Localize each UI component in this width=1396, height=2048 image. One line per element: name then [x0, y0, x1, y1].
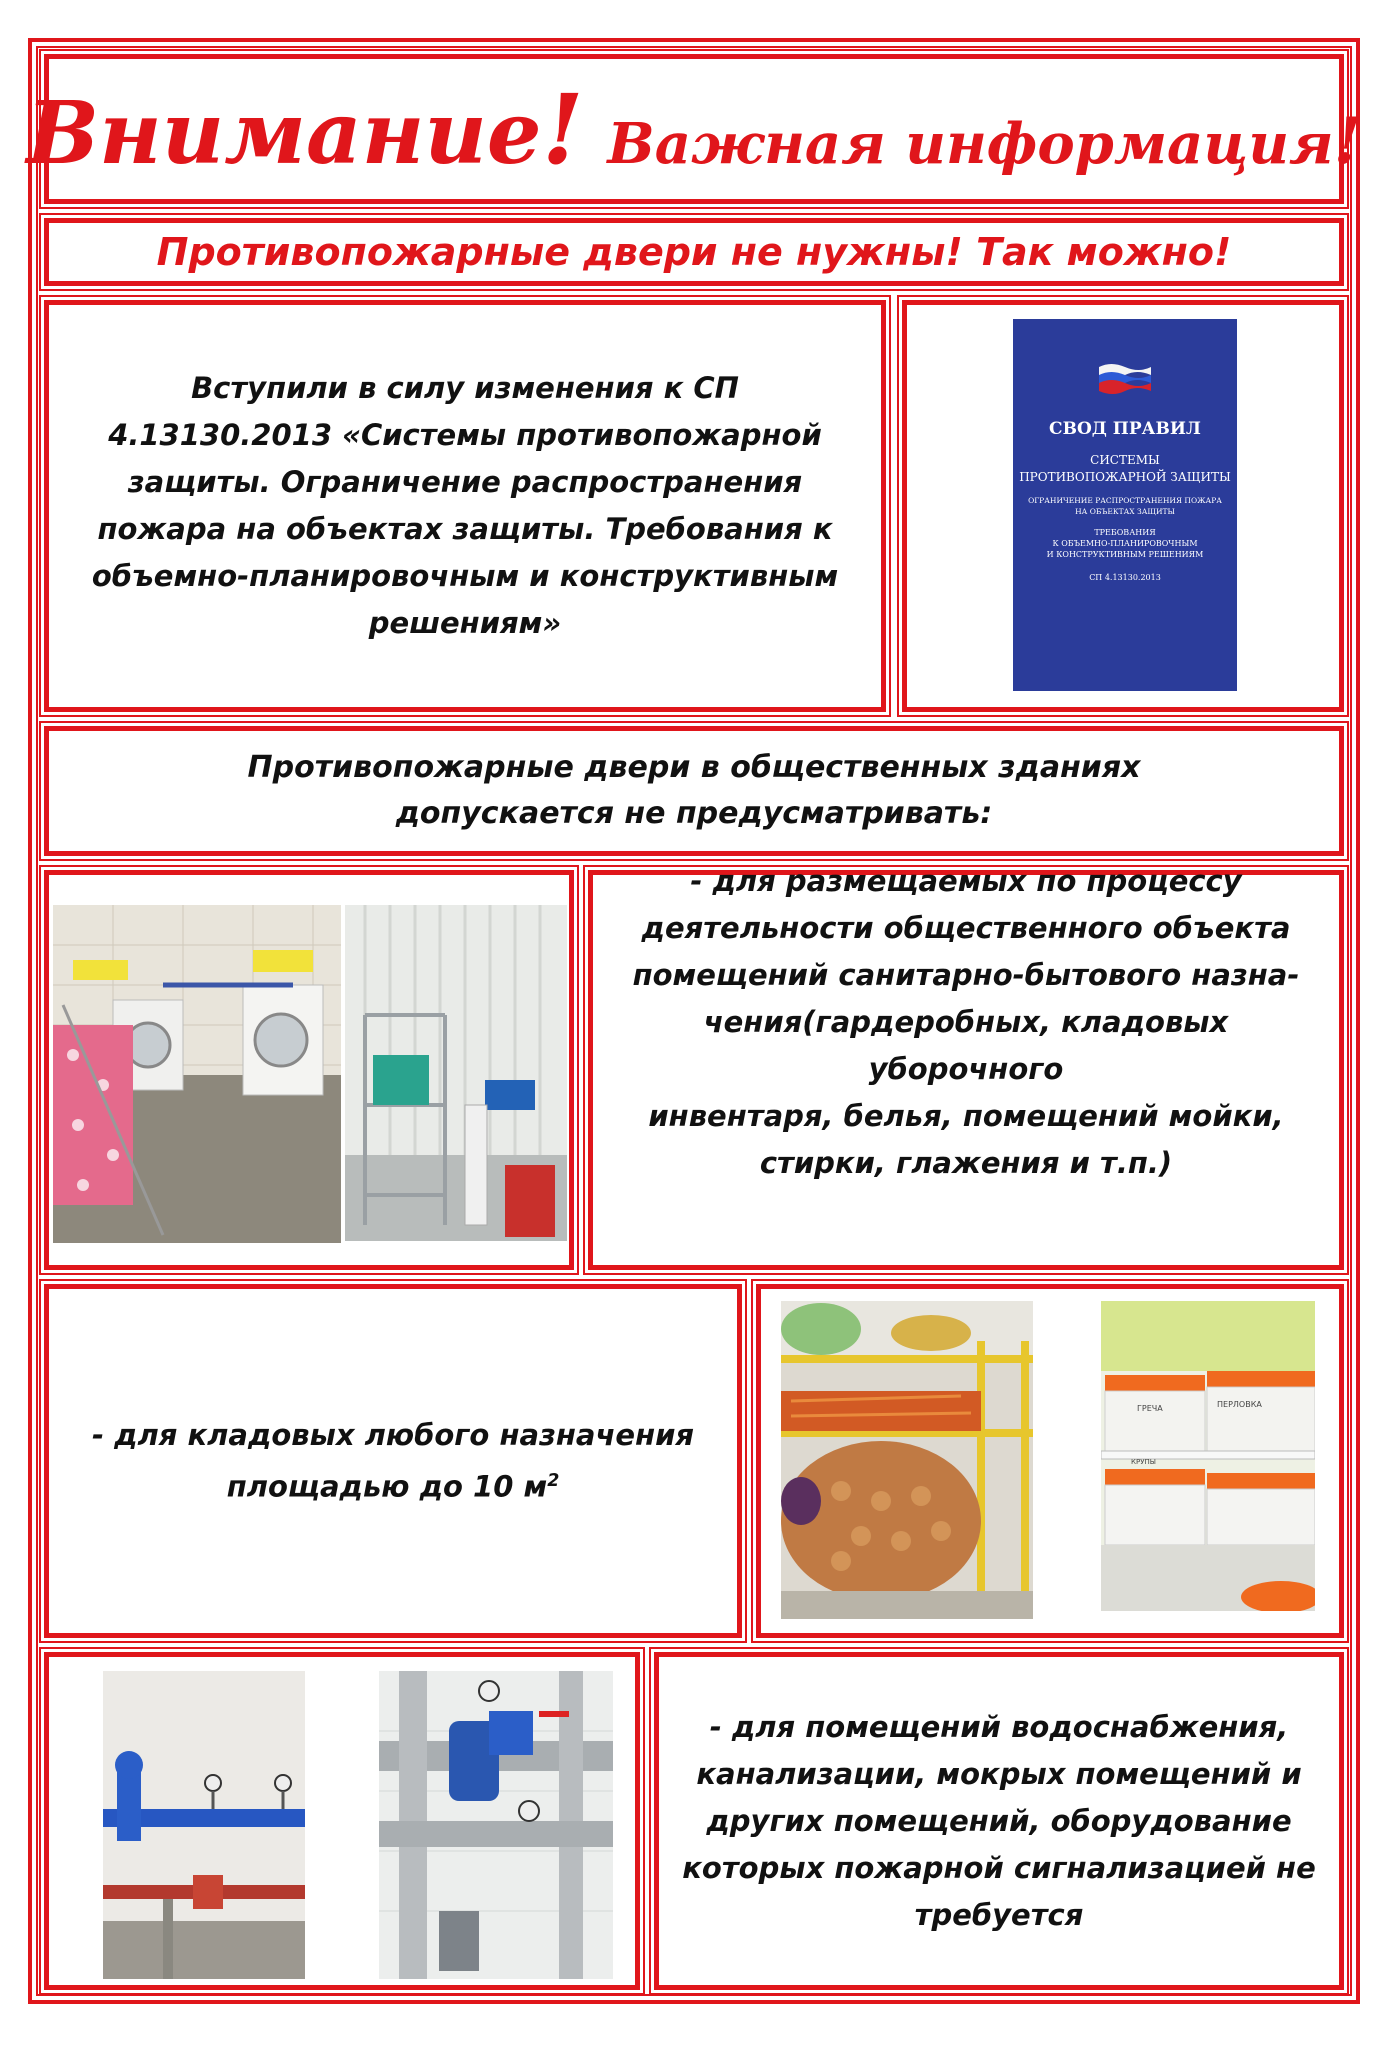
- item2-line2: площадью до 10 $м^2$: [226, 1469, 560, 1504]
- russian-flag-icon: [1097, 361, 1153, 397]
- laundry-photos-box: [44, 870, 574, 1270]
- statement-box: [44, 726, 1344, 856]
- shelf-photo: [345, 905, 567, 1241]
- book-code: СП 4.13130.2013: [1089, 573, 1161, 582]
- pantry-photos-box: [756, 1284, 1344, 1638]
- item1-box: [588, 863, 1344, 1270]
- item2-box: [44, 1284, 742, 1638]
- intro-text: Вступили в силу изменения к СП 4.13130.2013 «Системы противопожарной защиты. Ограничение распространения пожара на объектах защиты. Требования к объемно-планировочным и конструктивным решениям»: [91, 371, 839, 640]
- label-grecha: ГРЕЧА: [1137, 1404, 1163, 1413]
- intro-box: [44, 300, 886, 712]
- statement-text: Противопожарные двери в общественных зданиях допускается не предусматривать:: [247, 750, 1141, 831]
- item3-box: [654, 1652, 1344, 1990]
- book-line3: ОГРАНИЧЕНИЕ РАСПРОСТРАНЕНИЯ ПОЖАРА: [1028, 496, 1222, 505]
- item1-line6: стирки, глажения и т.п.): [759, 1145, 1173, 1180]
- book-box: [902, 300, 1344, 712]
- item2-text: [92, 1412, 694, 1510]
- item1-line5: инвентаря, белья, помещений мойки,: [648, 1098, 1284, 1133]
- book-line6: К ОБЪЕМНО-ПЛАНИРОВОЧНЫМ: [1052, 539, 1198, 548]
- header-box: [26, 54, 1362, 204]
- sewer-pipes-photo: [379, 1671, 613, 1979]
- book-line2: ПРОТИВОПОЖАРНОЙ ЗАЩИТЫ: [1019, 470, 1231, 484]
- label-perlovka: ПЕРЛОВКА: [1217, 1400, 1262, 1409]
- item1-line3: помещений санитарно-бытового назна-: [632, 957, 1300, 992]
- item1-line2: деятельности общественного объекта: [641, 910, 1291, 945]
- item2-line1: - для кладовых любого назначения: [91, 1418, 695, 1453]
- water-pipes-photo: [103, 1671, 305, 1979]
- item1-line1: - для размещаемых по процессу: [690, 863, 1242, 898]
- page-title: Внимание! Важная информация!: [26, 72, 1362, 186]
- item1-text: [603, 858, 1329, 1187]
- item1-line4: чения(гардеробных, кладовых уборочного: [703, 1004, 1229, 1086]
- subtitle: Противопожарные двери не нужны! Так можно!: [156, 230, 1232, 274]
- book-line7: И КОНСТРУКТИВНЫМ РЕШЕНИЯМ: [1046, 550, 1204, 559]
- label-krupy: КРУПЫ: [1131, 1458, 1156, 1466]
- item3-text: - для помещений водоснабжения, канализации, мокрых помещений и других помещений, оборудование которых пожарной сигнализацией не требуется: [682, 1709, 1316, 1932]
- book-cover: [1013, 319, 1237, 691]
- book-line4: НА ОБЪЕКТАХ ЗАЩИТЫ: [1075, 507, 1175, 516]
- laundry-photo: [53, 905, 341, 1243]
- book-title: СВОД ПРАВИЛ: [1049, 419, 1201, 439]
- pipes-photos-box: [44, 1652, 640, 1990]
- subtitle-box: [44, 218, 1344, 286]
- grain-containers-photo: [1101, 1301, 1315, 1611]
- book-line5: ТРЕБОВАНИЯ: [1094, 528, 1156, 537]
- book-line1: СИСТЕМЫ: [1090, 453, 1160, 467]
- vegetables-photo: [781, 1301, 1033, 1619]
